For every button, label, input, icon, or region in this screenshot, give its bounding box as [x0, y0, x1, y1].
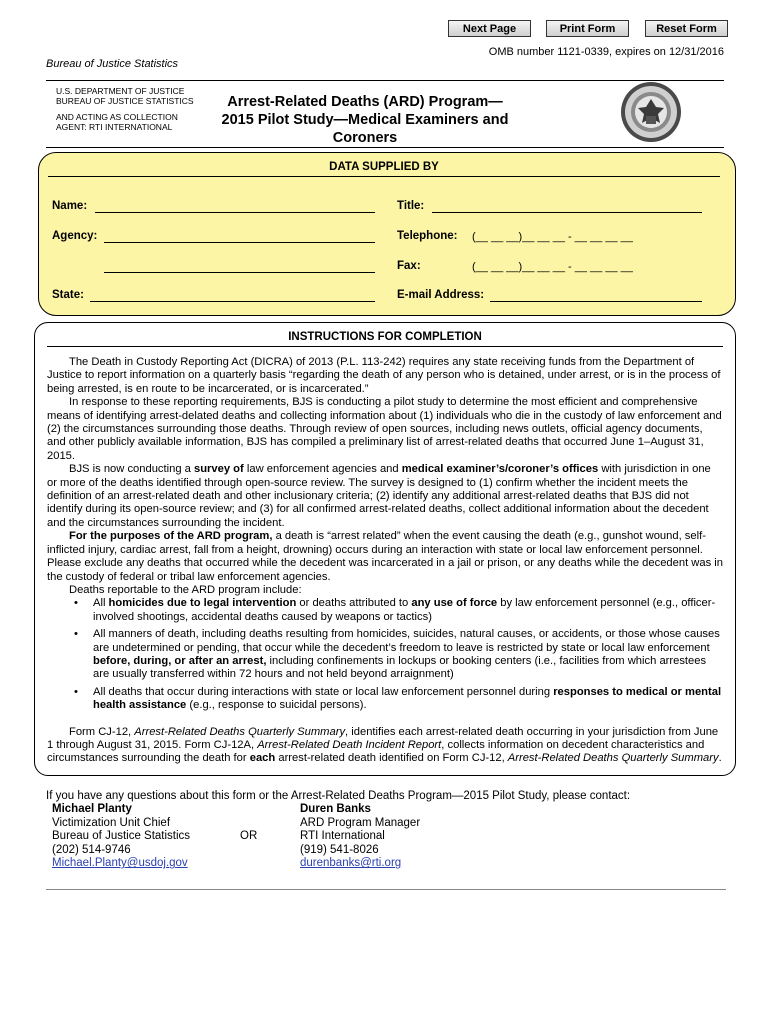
contact-2-org: RTI International: [300, 830, 385, 843]
bullet-item: • All deaths that occur during interactions with state or local law enforcement personnel during responses to medical or mental health assistance (e.g., response to suicidal persons).: [74, 685, 722, 712]
bureau-label: Bureau of Justice Statistics: [46, 58, 179, 70]
email-field[interactable]: [490, 301, 702, 302]
bullet-icon: •: [74, 628, 78, 641]
fax-field[interactable]: (__ __ __)__ __ __ - __ __ __ __: [472, 261, 633, 273]
instructions-heading: INSTRUCTIONS FOR COMPLETION: [288, 331, 482, 343]
state-field[interactable]: [90, 301, 375, 302]
instructions-paragraph: BJS is now conducting a survey of law enforcement agencies and medical examiner’s/coroner’s offices with jurisdiction in one or more of the deaths identified through open-source review. The survey is designed to (1) confirm whether the incident meets the definition of an arrest-related death and other inclusionary criteria; (2) identify any additional arrest-related deaths that BJS did not identify during its open-source review; and (3) for all confirmed arrest-related deaths, collect additional information about the decedent and the circumstances surrounding the incident.: [47, 463, 711, 529]
instructions-rule: [47, 346, 723, 347]
contact-1-title: Victimization Unit Chief: [52, 816, 171, 829]
contact-2-title: ARD Program Manager: [300, 816, 421, 829]
name-field[interactable]: [95, 212, 375, 213]
contact-2-name: Duren Banks: [300, 803, 371, 815]
contact-1-name: Michael Planty: [52, 803, 132, 815]
agency-line-1: U.S. DEPARTMENT OF JUSTICE: [56, 86, 185, 96]
footer-rule: [46, 889, 726, 890]
heading-rule: [48, 176, 720, 177]
bullet-item: • All homicides due to legal intervention or deaths attributed to any use of force by law enforcement personnel (e.g., officer-involved shootings, accidental deaths caused by weapons or tactics): [74, 597, 716, 623]
contact-2-email-link[interactable]: durenbanks@rti.org: [300, 857, 402, 870]
title-label: Title:: [397, 200, 425, 212]
agency-field-line-2[interactable]: [104, 272, 375, 273]
contact-2: [300, 803, 420, 871]
instructions-paragraph: Deaths reportable to the ARD program include:: [69, 583, 302, 596]
instructions-paragraph: In response to these reporting requirements, BJS is conducting a pilot study to determine the most efficient and comprehensive means of identifying arrest-delated deaths and collecting information about (1) individuals who die in the custody of law enforcement and (2) the circumstances surrounding those deaths. Through review of open sources, including news outlets, official agency documents, and other publicly available information, BJS has compiled a preliminary list of arrest-related deaths that occurred June 1–August 31, 2015.: [47, 396, 722, 462]
reset-form-button[interactable]: Reset Form: [645, 20, 728, 37]
agency-label: Agency:: [52, 230, 98, 242]
agency-line-3: AND ACTING AS COLLECTION: [56, 112, 178, 122]
title-field[interactable]: [432, 212, 702, 213]
form-title-line-2: 2015 Pilot Study—Medical Examiners and Coroners: [221, 112, 509, 146]
bullet-icon: •: [74, 685, 78, 698]
omb-number: OMB number 1121-0339, expires on 12/31/2016: [488, 46, 724, 58]
next-page-button[interactable]: Next Page: [448, 20, 531, 37]
data-supplied-heading: DATA SUPPLIED BY: [329, 161, 439, 173]
fax-label: Fax:: [397, 260, 421, 272]
contact-1-email-link[interactable]: Michael.Planty@usdoj.gov: [52, 857, 188, 870]
agency-field[interactable]: [104, 242, 375, 243]
instructions-paragraph: The Death in Custody Reporting Act (DICRA) of 2013 (P.L. 113-242) requires any state receiving funds from the Department of Justice to report information on a quarterly basis “regarding the death of any person who is detained, under arrest, or is in the process of being arrested, is en route to be incarcerated, or is incarcerated.”: [47, 356, 721, 395]
or-label: OR: [240, 830, 258, 842]
agency-block: [56, 86, 194, 132]
instructions-panel: [34, 322, 736, 776]
bullet-icon: •: [74, 597, 78, 610]
contact-1: [52, 803, 190, 871]
telephone-label: Telephone:: [397, 230, 458, 242]
print-form-button[interactable]: Print Form: [546, 20, 629, 37]
email-label: E-mail Address:: [397, 289, 485, 301]
instructions-paragraph: Form CJ-12, Arrest-Related Deaths Quarterly Summary, identifies each arrest-related death occurring in your jurisdiction from June 1 through August 31, 2015. Form CJ-12A, Arrest-Related Death Incident Report, collects information on decedent characteristics and circumstances surrounding the death for each arrest-related death identified on Form CJ-12, Arrest-Related Deaths Quarterly Summary.: [47, 725, 722, 765]
telephone-field[interactable]: (__ __ __)__ __ __ - __ __ __ __: [472, 231, 633, 243]
form-title-line-1: Arrest-Related Deaths (ARD) Program—: [227, 94, 503, 110]
instructions-paragraph: For the purposes of the ARD program, a death is “arrest related” when the event causing the death (e.g., gunshot wound, self-inflicted injury, cardiac arrest, fall from a height, drowning) occurs during an interaction with state or local law enforcement personnel. Please exclude any deaths that occurred while the decedent was incarcerated in a jail or prison, or any deaths while the decedent was in the custody of federal or tribal law enforcement agencies.: [47, 530, 724, 583]
bullet-item: • All manners of death, including deaths resulting from homicides, suicides, natural causes, or accidents, or those whose causes are undetermined or pending, that occur while the decedent’s freedom to leave is restricted by state or local law enforcement before, during, or after an arrest, including confinements in lockups or booking centers (i.e., facilities from which arrestees are usually transferred within 72 hours and not held beyond arraignment): [74, 628, 720, 681]
agency-line-4: AGENT: RTI INTERNATIONAL: [56, 122, 173, 132]
contact-intro: If you have any questions about this form or the Arrest-Related Deaths Program—2015 Pilot Study, please contact:: [46, 790, 631, 802]
doj-seal-icon: [618, 80, 684, 144]
contact-1-phone: (202) 514-9746: [52, 843, 131, 856]
form-title: [200, 93, 530, 147]
agency-line-2: BUREAU OF JUSTICE STATISTICS: [56, 96, 194, 106]
contact-2-phone: (919) 541-8026: [300, 843, 379, 856]
instructions-body: [47, 356, 723, 766]
contact-1-org: Bureau of Justice Statistics: [52, 830, 191, 843]
name-label: Name:: [52, 200, 88, 212]
state-label: State:: [52, 289, 84, 301]
